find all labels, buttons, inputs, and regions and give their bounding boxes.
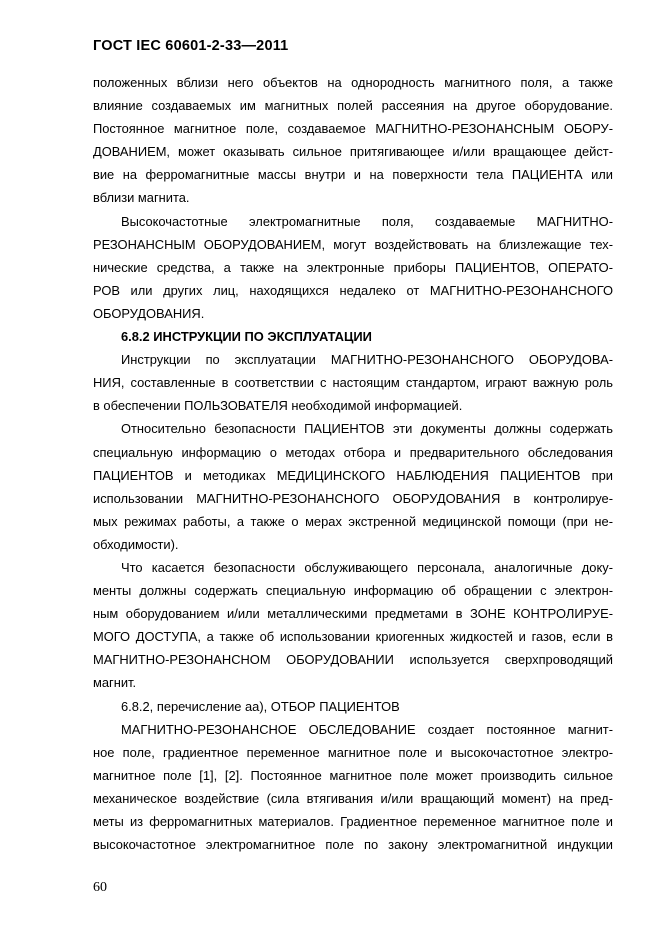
section-heading: 6.8.2 ИНСТРУКЦИИ ПО ЭКСПЛУАТАЦИИ: [121, 329, 372, 345]
text-line: ОБОРУДОВАНИЯ.: [93, 305, 205, 321]
text-line: РЕЗОНАНСНЫМ ОБОРУДОВАНИЕМ, могут воздействовать на близлежащие тех-: [93, 236, 613, 252]
text-line: магнитное поле [1], [2]. Постоянное магнитное поле может производить сильное: [93, 767, 613, 783]
text-line: МАГНИТНО-РЕЗОНАНСНОЕ ОБСЛЕДОВАНИЕ создает постоянное магнит-: [121, 721, 613, 737]
text-line: РОВ или других лиц, находящихся недалеко от МАГНИТНО-РЕЗОНАНСНОГО: [93, 282, 613, 298]
text-line: МОГО ДОСТУПА, а также об использовании криогенных жидкостей и газов, если в: [93, 629, 613, 645]
document-header: ГОСТ IEC 60601-2-33—2011: [93, 38, 289, 54]
text-line: менты должны содержать специальную информацию об обращении с электрон-: [93, 583, 613, 599]
text-line: МАГНИТНО-РЕЗОНАНСНОМ ОБОРУДОВАНИИ используется сверхпроводящий: [93, 652, 613, 668]
text-line: положенных вблизи него объектов на однородность магнитного поля, а также: [93, 75, 613, 90]
page-number: 60: [93, 880, 107, 895]
text-line: обходимости).: [93, 536, 179, 552]
text-line: Постоянное магнитное поле, создаваемое МАГНИТНО-РЕЗОНАНСНЫМ ОБОРУ-: [93, 121, 613, 137]
text-line: нические средства, а также на электронные приборы ПАЦИЕНТОВ, ОПЕРАТО-: [93, 259, 613, 275]
text-line: ным оборудованием и/или металлическими предметами в ЗОНЕ КОНТРОЛИРУЕ-: [93, 606, 613, 622]
text-line: НИЯ, составленные в соответствии с настоящим стандартом, играют важную роль: [93, 375, 613, 391]
text-line: ное поле, градиентное переменное магнитное поле и высокочастотное электро-: [93, 744, 613, 760]
text-line: ДОВАНИЕМ, может оказывать сильное притягивающее и/или вращающее дейст-: [93, 144, 613, 160]
text-line: Инструкции по эксплуатации МАГНИТНО-РЕЗОНАНСНОГО ОБОРУДОВА-: [121, 352, 613, 368]
text-line: вблизи магнита.: [93, 190, 190, 206]
text-line: вие на ферромагнитные массы внутри и на поверхности тела ПАЦИЕНТА или: [93, 167, 613, 183]
text-line: ПАЦИЕНТОВ и методиках МЕДИЦИНСКОГО НАБЛЮДЕНИЯ ПАЦИЕНТОВ при: [93, 467, 613, 483]
text-line: специальную информацию о методах отбора и предварительного обследования: [93, 444, 613, 460]
text-line: в обеспечении ПОЛЬЗОВАТЕЛЯ необходимой информацией.: [93, 398, 463, 414]
text-line: высокочастотное электромагнитное поле по закону электромагнитной индукции: [93, 837, 613, 853]
text-line: магнит.: [93, 675, 137, 691]
text-line: меты из ферромагнитных материалов. Градиентное переменное магнитное поле и: [93, 814, 613, 829]
text-line: Что касается безопасности обслуживающего персонала, аналогичные доку-: [121, 559, 613, 575]
document-body: [93, 71, 613, 856]
text-line: Высокочастотные электромагнитные поля, создаваемые МАГНИТНО-: [121, 213, 613, 229]
text-line: Относительно безопасности ПАЦИЕНТОВ эти документы должны содержать: [121, 421, 613, 437]
text-line: влияние создаваемых им магнитных полей рассеяния на другое оборудование.: [93, 98, 613, 114]
text-line: механическое воздействие (сила втягивания и/или вращающий момент) на пред-: [93, 790, 613, 806]
text-line: 6.8.2, перечисление аа), ОТБОР ПАЦИЕНТОВ: [121, 698, 400, 714]
text-line: использовании МАГНИТНО-РЕЗОНАНСНОГО ОБОРУДОВАНИЯ в контролируе-: [93, 490, 613, 506]
text-line: мых режимах работы, а также о мерах экстренной медицинской помощи (при не-: [93, 513, 613, 529]
